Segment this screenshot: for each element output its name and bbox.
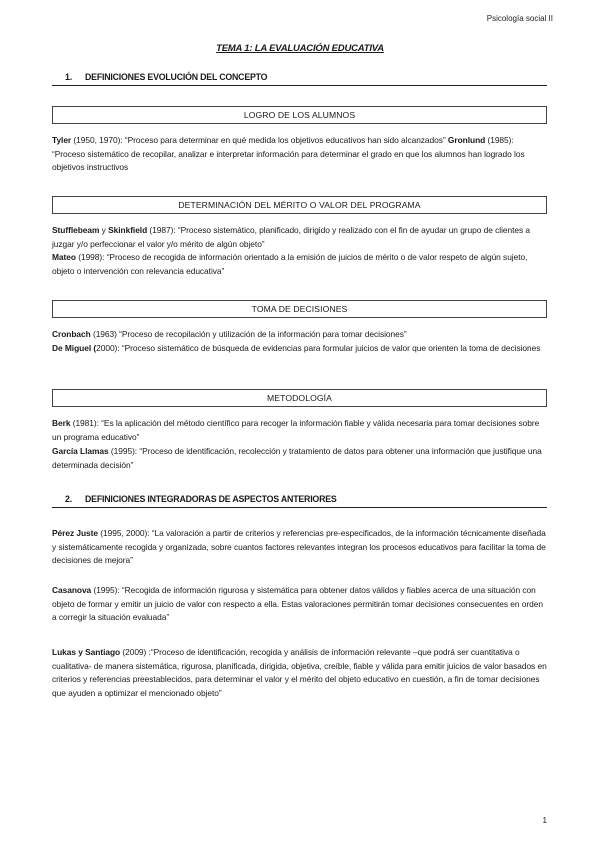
category-box-logro: LOGRO DE LOS ALUMNOS xyxy=(52,106,547,124)
definition-text: (1981): “Es la aplicación del método científico para recoger la información fiable y válida necesaria para tomar decisiones sobre un programa educativo” xyxy=(52,418,540,442)
definition-text: 2000): “Proceso sistemático de búsqueda de evidencias para formular juicios de valor que orienten la toma de decisiones xyxy=(96,343,541,353)
section-2-heading xyxy=(52,494,547,508)
category-box-decisiones: TOMA DE DECISIONES xyxy=(52,300,547,318)
category-box-merito: DETERMINACIÓN DEL MÉRITO O VALOR DEL PROGRAMA xyxy=(52,196,547,214)
author-name: Berk xyxy=(52,418,71,428)
definition-text: (1995): “Recogida de información rigurosa y sistemática para obtener datos válidos y fiables acerca de una situación con objeto de formar y emitir un juicio de valor con respecto a ella. Estas valoraciones permitirán tomar decisiones consecuentes en orden a corregir la situación evaluada” xyxy=(52,585,543,623)
definition-text: (1950, 1970): “Proceso para determinar en qué medida los objetivos educativos han sido alcanzados” xyxy=(71,135,448,145)
section-2-title: DEFINICIONES INTEGRADORAS DE ASPECTOS ANTERIORES xyxy=(85,494,337,504)
author-name: Skinkfield xyxy=(108,225,148,235)
definition-mateo xyxy=(52,251,549,278)
category-box-metodologia: METODOLOGÍA xyxy=(52,389,547,407)
section-1-heading xyxy=(52,72,547,86)
definition-de-miguel xyxy=(52,342,549,356)
definition-berk xyxy=(52,417,549,444)
author-name: Cronbach xyxy=(52,329,91,339)
definition-text: (1998): “Proceso de recogida de información orientado a la emisión de juicios de mérito o de valor respeto de algún sujeto, objeto o intervención con relevancia educativa” xyxy=(52,252,528,276)
section-1-number: 1. xyxy=(65,72,72,82)
definition-tyler-gronlund xyxy=(52,134,549,175)
section-1-title: DEFINICIONES EVOLUCIÓN DEL CONCEPTO xyxy=(85,72,268,82)
author-name: Lukas y Santiago xyxy=(52,647,121,657)
page-number: 1 xyxy=(542,816,547,825)
definition-text: (1987): “Proceso sistemático, planificado, dirigido y realizado con el fin de ayudar un grupo de clientes a juzgar y/o perfeccionar el valor y/o mérito de algún objeto” xyxy=(52,225,531,249)
definition-text: (2009) :“Proceso de identificación, recogida y análisis de información relevante –que podrá ser cuantitativa o cualitativa- de manera sistemática, rigurosa, planificada, dirigida, objetiva, creíble, fiable y válida para emitir juicios de valor basados en criterios y referencias preestablecidos, para determinar el valor y el mérito del objeto educativo en cuestión, a fin de tomar decisiones que ayuden a optimizar el mencionado objeto” xyxy=(52,647,547,698)
page-title: TEMA 1: LA EVALUACIÓN EDUCATIVA xyxy=(216,43,384,54)
definition-text: (1995, 2000): “La valoración a partir de criterios y referencias pre-especificados, de la información técnicamente diseñada y sistemáticamente recogida y organizada, sobre cuantos factores relevantes integran los procesos educativos para facilitar la toma de decisiones de mejora” xyxy=(52,528,546,566)
running-header: Psicología social II xyxy=(486,14,553,23)
author-name: Tyler xyxy=(52,135,72,145)
definition-text: (1963) “Proceso de recopilación y utilización de la información para tomar decisiones” xyxy=(90,329,407,339)
author-name: Casanova xyxy=(52,585,92,595)
definition-perez-juste xyxy=(52,527,549,568)
definition-lukas-santiago xyxy=(52,646,549,700)
author-name: Pérez Juste xyxy=(52,528,99,538)
definition-text: (1995): “Proceso de identificación, recolección y tratamiento de datos para obtener una información que justifique una determinada decisión” xyxy=(52,446,542,470)
definition-stufflebeam xyxy=(52,224,549,251)
author-name: Stufflebeam xyxy=(52,225,100,235)
author-name: De Miguel ( xyxy=(52,343,97,353)
author-name: García Llamas xyxy=(52,446,109,456)
definition-text: (1985): “Proceso sistemático de recopilar, analizar e interpretar información para determinar el grado en que los alumnos han logrado los objetivos instructivos xyxy=(52,135,525,173)
author-name: Mateo xyxy=(52,252,76,262)
definition-garcia-llamas xyxy=(52,445,549,472)
author-connector: y xyxy=(99,225,109,235)
section-2-number: 2. xyxy=(65,494,72,504)
definition-casanova xyxy=(52,584,549,625)
definition-cronbach xyxy=(52,328,549,342)
author-name: Gronlund xyxy=(447,135,486,145)
